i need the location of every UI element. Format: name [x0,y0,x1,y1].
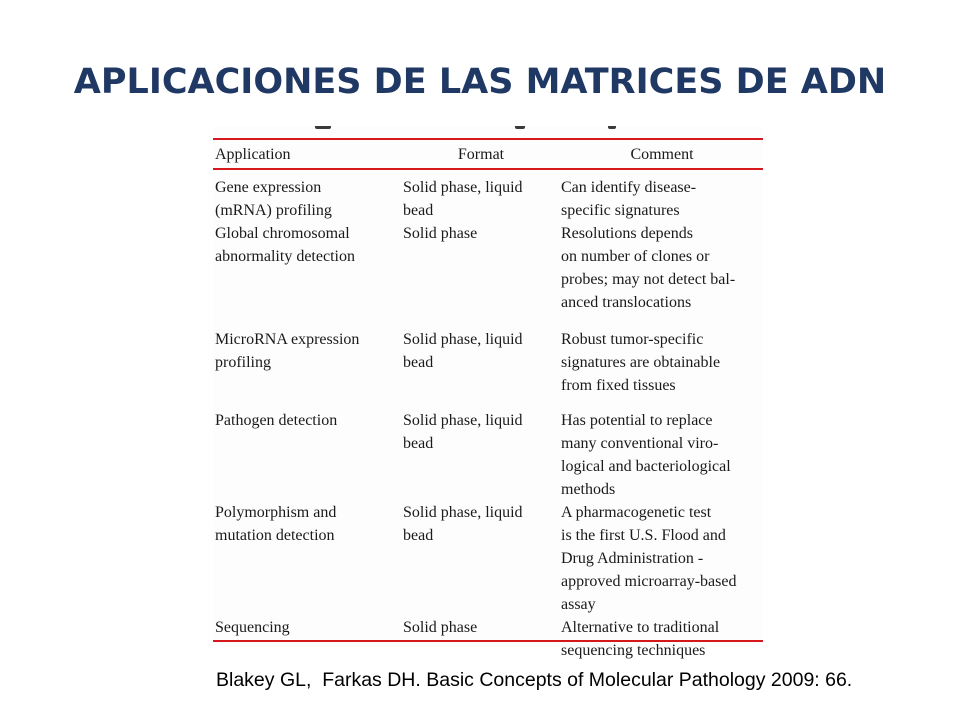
applications-table [213,143,763,662]
cell-line: Alternative to traditional [561,619,720,636]
cell-line: abnormality detection [215,248,355,265]
cell-comment [559,501,763,616]
cell-line: signatures are obtainable [561,354,721,371]
cell-line: bead [403,527,434,544]
slide-title: APLICACIONES DE LAS MATRICES DE ADN [73,62,887,102]
cell-line: Polymorphism and [215,504,337,521]
cell-line: Global chromosomal [215,225,350,242]
cell-line: bead [403,202,434,219]
cell-line: on number of clones or [561,248,710,265]
cell-line: logical and bacteriological [561,458,731,475]
cell-comment [559,314,763,397]
cell-application [213,222,401,314]
cell-application [213,397,401,501]
cell-application [213,616,401,662]
header-format: Format [457,146,505,163]
cell-comment [559,222,763,314]
cell-line: bead [403,354,434,371]
cell-line: methods [561,481,616,498]
cell-format [401,501,559,616]
table-body [213,169,763,662]
cell-line: Gene expression [215,179,322,196]
cell-line: Drug Administration - [561,550,704,567]
cell-format [401,222,559,314]
cell-line: MicroRNA expression [215,331,360,348]
cell-line: Can identify disease- [561,179,697,196]
table-row [213,314,763,397]
table-top-rule [213,138,763,140]
cell-line: specific signatures [561,202,680,219]
cell-line: many conventional viro- [561,435,719,452]
cell-line: is the first U.S. Flood and [561,527,726,544]
cell-comment [559,616,763,662]
header-comment: Comment [630,146,694,163]
cell-comment [559,397,763,501]
cell-application [213,501,401,616]
cell-application [213,169,401,222]
table-bottom-rule [213,640,763,642]
cell-line: Solid phase [403,225,478,242]
cell-format [401,616,559,662]
cell-line: sequencing techniques [561,642,706,659]
cell-line: Solid phase, liquid [403,331,523,348]
cell-format [401,314,559,397]
cell-line: Sequencing [215,619,290,636]
citation: Blakey GL, Farkas DH. Basic Concepts of Molecular Pathology 2009: 66. [216,669,853,691]
cell-line: probes; may not detect bal- [561,271,736,288]
cell-line: Resolutions depends [561,225,693,242]
table-header-row [213,143,763,169]
cell-comment [559,169,763,222]
cell-line: bead [403,435,434,452]
cell-line: from fixed tissues [561,377,676,394]
cell-line: A pharmacogenetic test [561,504,712,521]
table-image [213,126,763,659]
table-row [213,169,763,222]
cell-line: Solid phase, liquid [403,179,523,196]
table-row [213,616,763,662]
cell-line: (mRNA) profiling [215,202,332,219]
cell-line: Pathogen detection [215,412,338,429]
cell-format [401,397,559,501]
table-row [213,501,763,616]
table-row [213,397,763,501]
cell-format [401,169,559,222]
cell-line: Solid phase [403,619,478,636]
cell-line: approved microarray-based [561,573,737,590]
cell-line: assay [561,596,596,613]
cell-line: profiling [215,354,271,371]
cropped-caption-fragment [213,126,763,132]
cell-line: Robust tumor-specific [561,331,704,348]
cell-line: Has potential to replace [561,412,713,429]
table-row [213,222,763,314]
cell-line: Solid phase, liquid [403,504,523,521]
cell-application [213,314,401,397]
cell-line: anced translocations [561,294,692,311]
cell-line: mutation detection [215,527,335,544]
cell-line: Solid phase, liquid [403,412,523,429]
header-application: Application [215,146,291,163]
